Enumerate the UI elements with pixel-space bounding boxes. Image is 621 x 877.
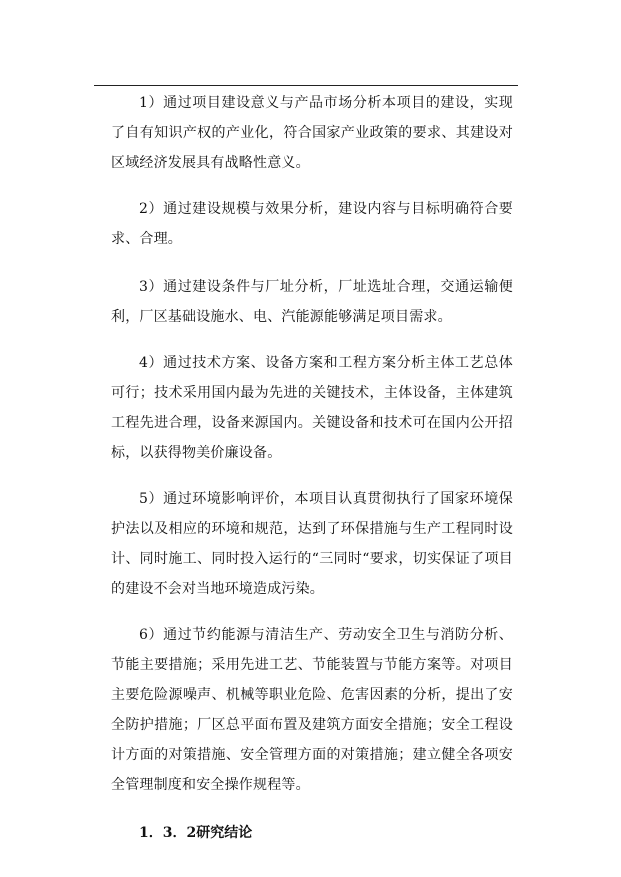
- paragraph-2: 2）通过建设规模与效果分析，建设内容与目标明确符合要求、合理。: [111, 201, 513, 247]
- paragraph-4: 4）通过技术方案、设备方案和工程方案分析主体工艺总体可行；技术采用国内最为先进的关键技术，主体设备，主体建筑工程先进合理，设备来源国内。关键设备和技术可在国内公开招标，以获得物美价廉设备。: [111, 355, 513, 461]
- paragraph-3: 3）通过建设条件与厂址分析，厂址选址合理，交通运输便利，厂区基础设施水、电、汽能源能够满足项目需求。: [111, 279, 513, 325]
- document-body: [111, 88, 513, 848]
- header-rule: [94, 85, 518, 86]
- paragraph-5: 5）通过环境影响评价，本项目认真贯彻执行了国家环境保护法以及相应的环境和规范，达到了环保措施与生产工程同时设计、同时施工、同时投入运行的“三同时“要求，切实保证了项目的建设不会对当地环境造成污染。: [111, 491, 513, 597]
- section-heading: 1．3．2研究结论: [139, 825, 253, 841]
- paragraph-6: 6）通过节约能源与清洁生产、劳动安全卫生与消防分析、节能主要措施；采用先进工艺、节能装置与节能方案等。对项目主要危险源噪声、机械等职业危险、危害因素的分析，提出了安全防护措施；厂区总平面布置及建筑方面安全措施；安全工程设计方面的对策措施、安全管理方面的对策措施；建立健全各项安全管理制度和安全操作规程等。: [111, 627, 513, 793]
- paragraph-1: 1）通过项目建设意义与产品市场分析本项目的建设，实现了自有知识产权的产业化，符合国家产业政策的要求、其建设对区域经济发展具有战略性意义。: [111, 95, 513, 171]
